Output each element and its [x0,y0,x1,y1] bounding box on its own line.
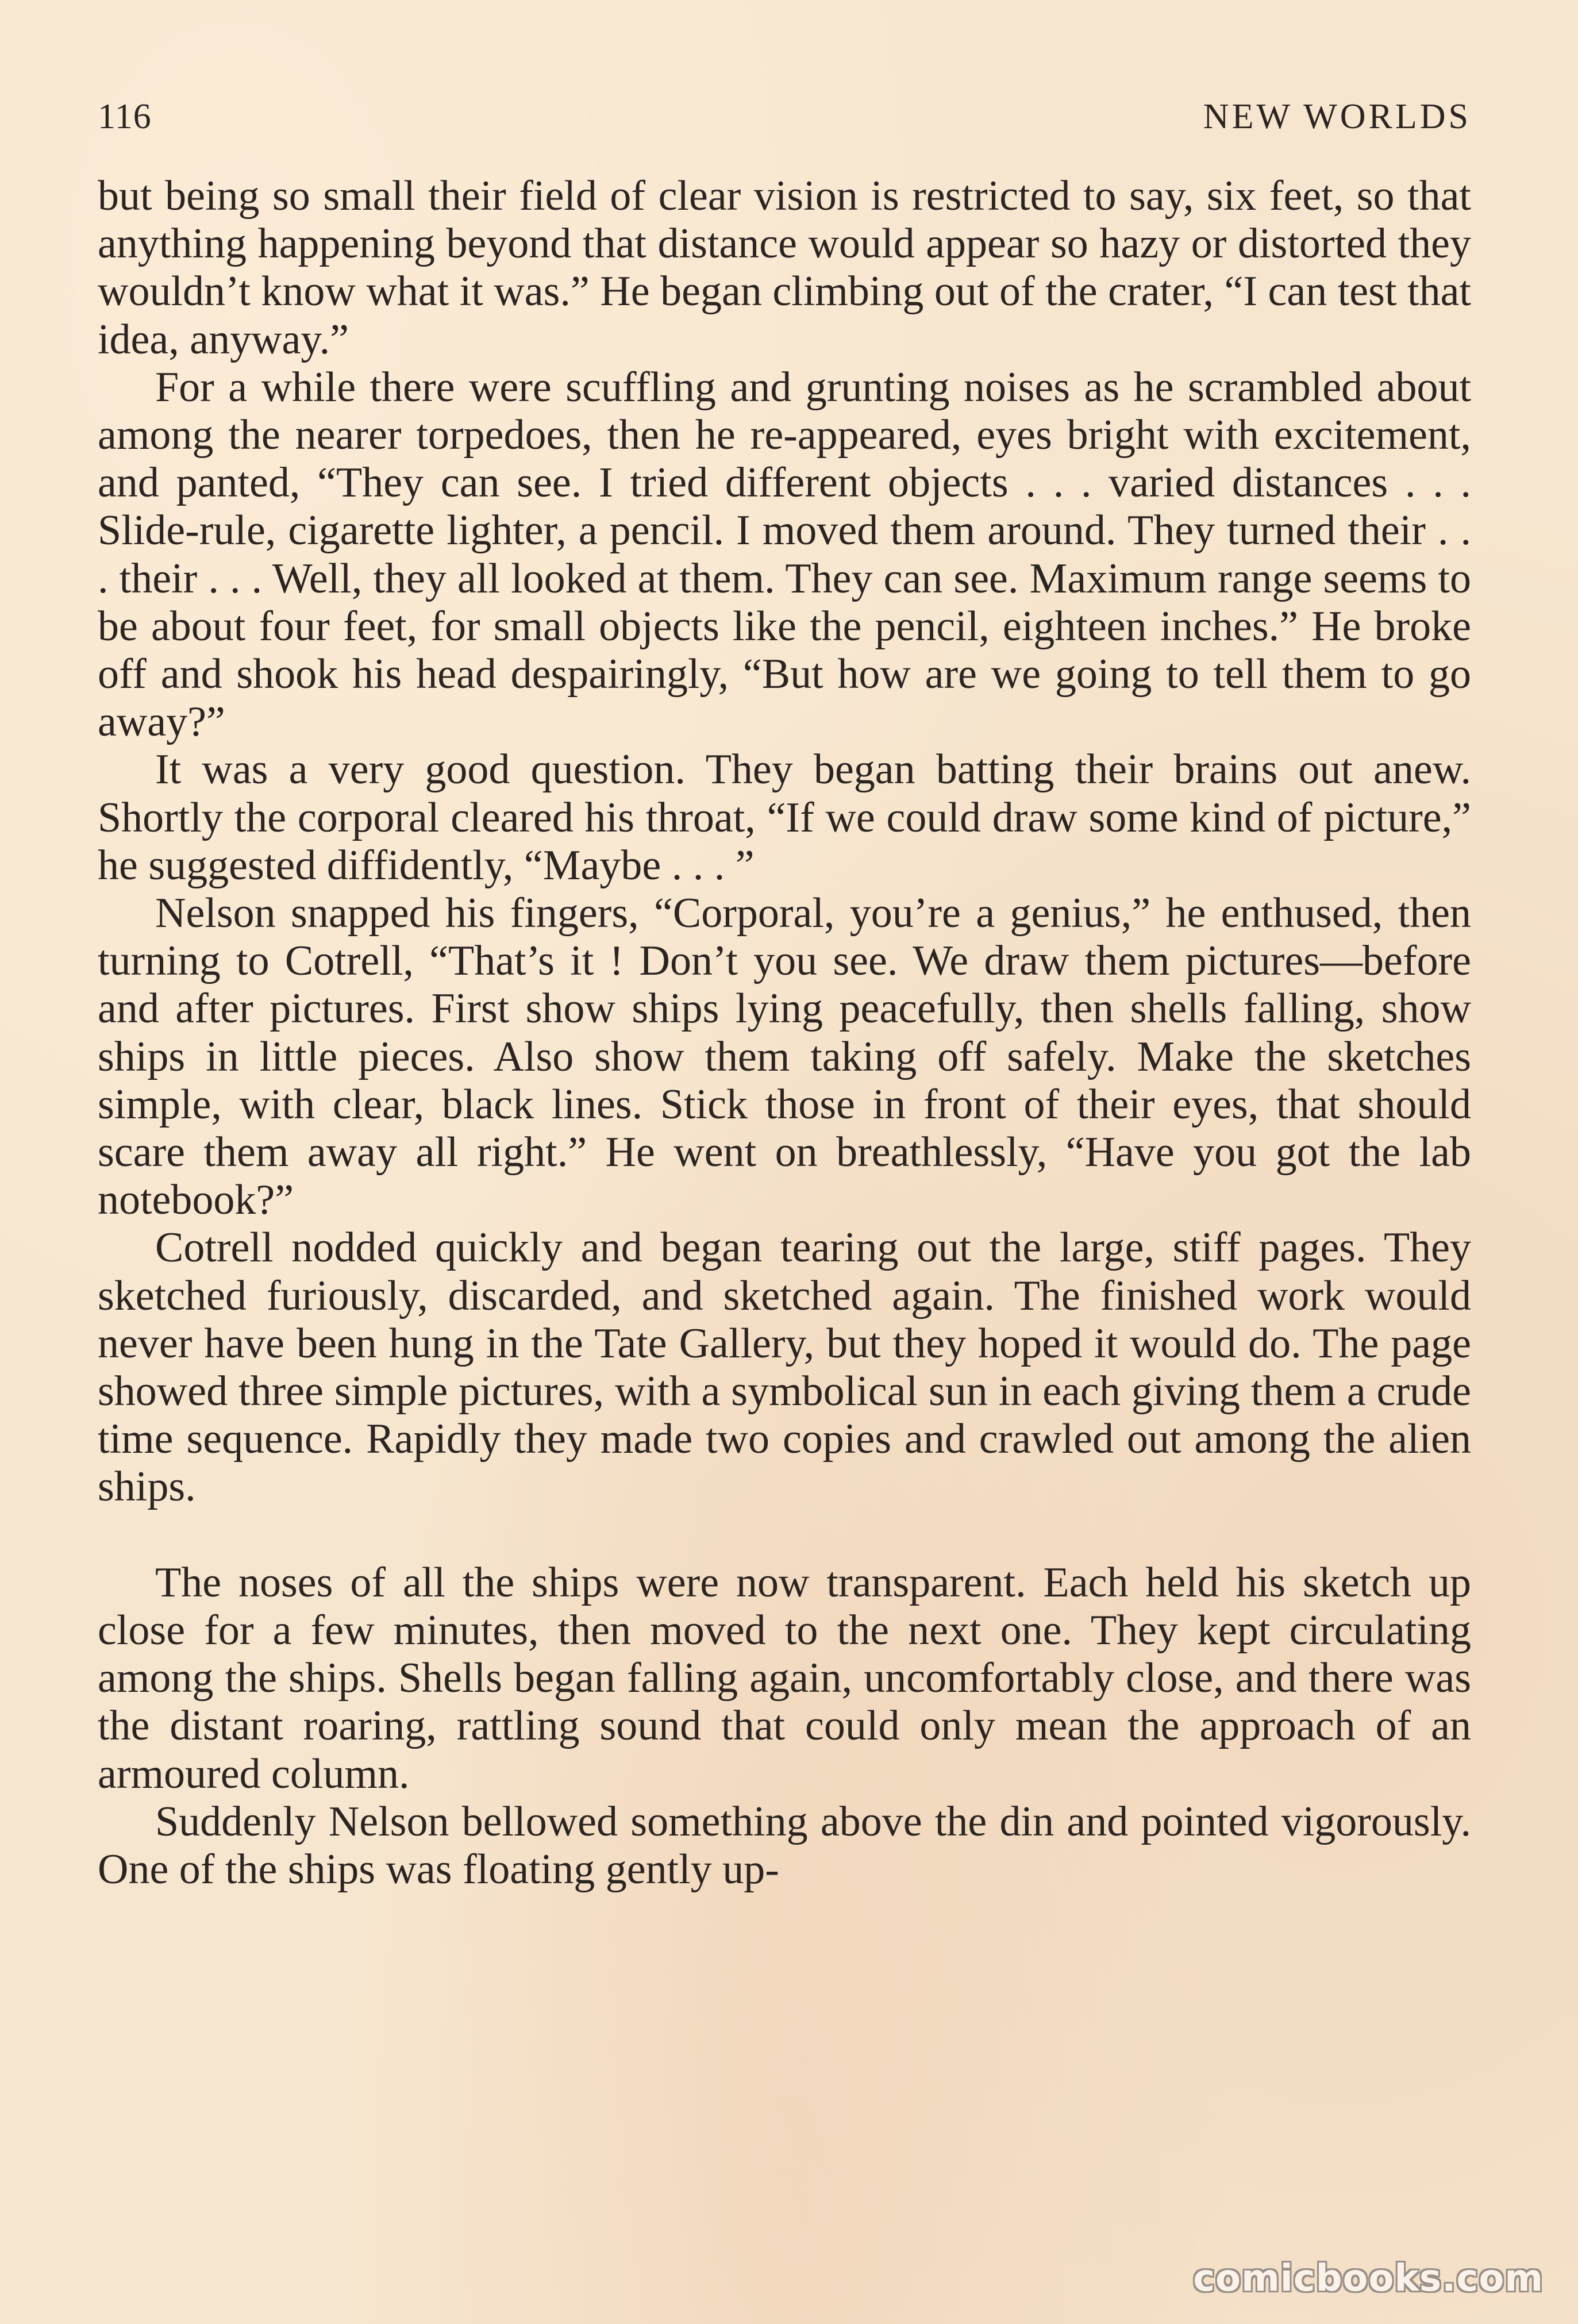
paragraph-2: For a while there were scuffling and grunting noises as he scrambled about among the nearer torpedoes, then he re-appeared, eyes bright with excitement, and panted, “They can see. I tried different objects . . . varied distances . . . Slide-rule, cigarette lighter, a pencil. I moved them around. They turned their . . . their . . . Well, they all looked at them. They can see. Maximum range seems to be about four feet, for small objects like the pencil, eighteen inches.” He broke off and shook his head despairingly, “But how are we going to tell them to go away?” [98,363,1471,746]
paragraph-7: Suddenly Nelson bellowed something above the din and pointed vigorously. One of the ships was floating gently up- [98,1798,1471,1893]
paragraph-4: Nelson snapped his fingers, “Corporal, you’re a genius,” he enthused, then turning to Cotrell, “That’s it ! Don’t you see. We draw them pictures—before and after pictures. First show ships lying peacefully, then shells falling, show ships in little pieces. Also show them taking off safely. Make the sketches simple, with clear, black lines. Stick those in front of their eyes, that should scare them away all right.” He went on breathlessly, “Have you got the lab notebook?” [98,890,1471,1224]
paragraph-1: but being so small their field of clear vision is restricted to say, six feet, so that anything happening beyond that distance would appear so hazy or distorted they wouldn’t know what it was.” He began climbing out of the crater, “I can test that idea, anyway.” [98,172,1471,363]
running-head [98,97,1471,148]
page-number: 116 [98,97,152,136]
paragraph-6: The noses of all the ships were now transparent. Each held his sketch up close for a few minutes, then moved to the next one. They kept circulating among the ships. Shells began falling again, uncomfortably close, and there was the distant roaring, rattling sound that could only mean the approach of an armoured column. [98,1559,1471,1798]
watermark-logo: comicbooks.com [1193,2257,1544,2300]
running-title: NEW WORLDS [1203,97,1471,136]
body-text [98,172,1471,1894]
paragraph-3: It was a very good question. They began batting their brains out anew. Shortly the corporal cleared his throat, “If we could draw some kind of picture,” he suggested diffidently, “Maybe . . . ” [98,746,1471,889]
paragraph-5: Cotrell nodded quickly and began tearing out the large, stiff pages. They sketched furiously, discarded, and sketched again. The finished work would never have been hung in the Tate Gallery, but they hoped it would do. The page showed three simple pictures, with a symbolical sun in each giving them a crude time sequence. Rapidly they made two copies and crawled out among the alien ships. [98,1224,1471,1511]
